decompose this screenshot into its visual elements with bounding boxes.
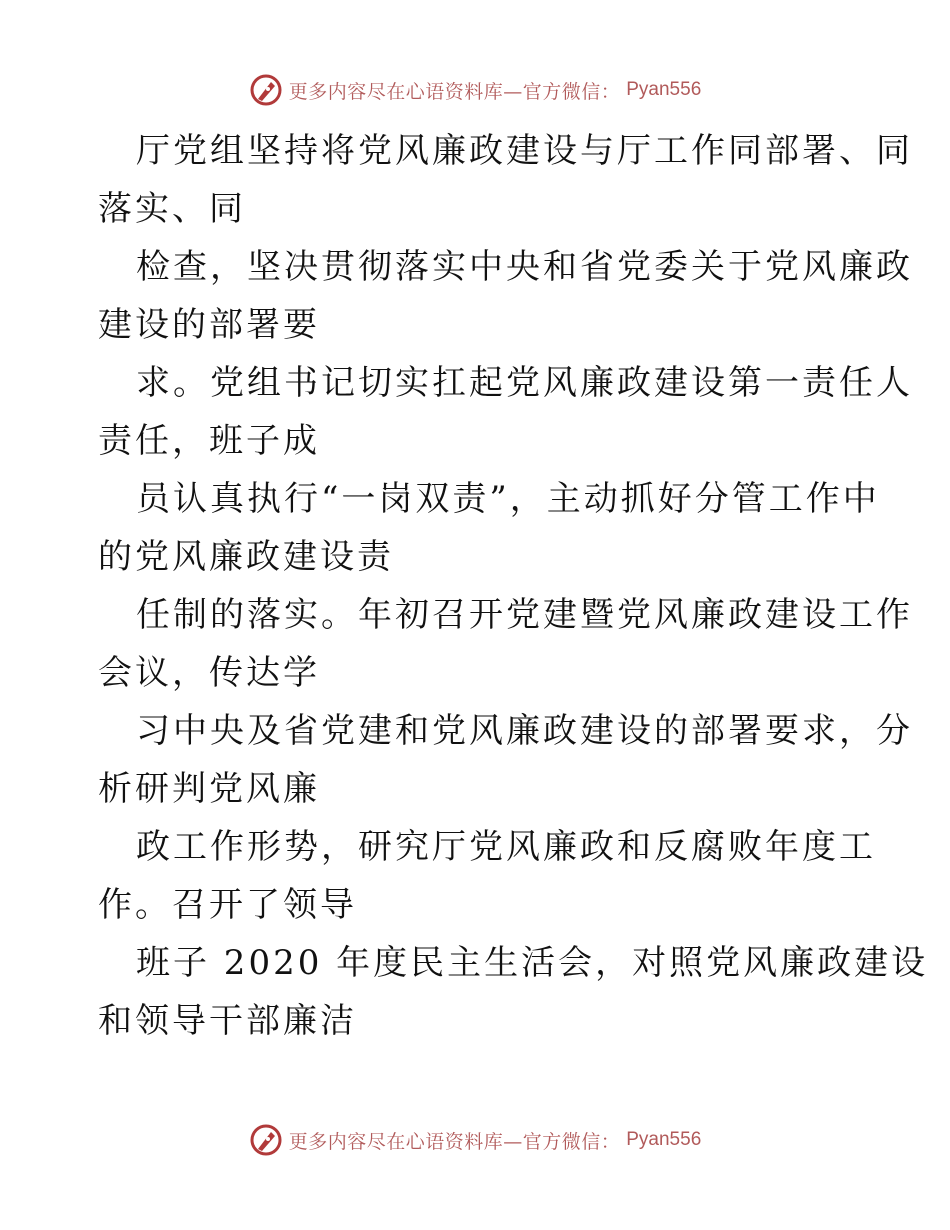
header-watermark <box>0 70 950 110</box>
paragraph-line: 政工作形势，研究厅党风廉政和反腐败年度工 <box>136 827 876 867</box>
paragraph-line: 作。召开了领导 <box>98 885 357 925</box>
paragraph <box>98 122 913 238</box>
paragraph <box>98 470 880 586</box>
paragraph-line: 任制的落实。年初召开党建暨党风廉政建设工作 <box>136 595 913 635</box>
pen-nib-logo-icon <box>249 73 283 107</box>
paragraph-line: 习中央及省党建和党风廉政建设的部署要求，分 <box>136 711 913 751</box>
paragraph-line: 责任，班子成 <box>98 421 320 461</box>
paragraph-line: 的党风廉政建设责 <box>98 537 394 577</box>
watermark-wechat-id: Pyan556 <box>626 1129 702 1150</box>
paragraph-line: 检查，坚决贯彻落实中央和省党委关于党风廉政 <box>136 247 913 287</box>
paragraph <box>98 586 913 702</box>
paragraph <box>98 702 913 818</box>
paragraph <box>98 934 929 1050</box>
paragraph <box>98 818 876 934</box>
paragraph-line: 会议，传达学 <box>98 653 320 693</box>
document-body <box>98 122 929 1050</box>
paragraph-line: 析研判党风廉 <box>98 769 320 809</box>
watermark-text: 更多内容尽在心语资料库—官方微信： <box>288 80 621 103</box>
paragraph-line: 班子 2020 年度民主生活会，对照党风廉政建设 <box>136 943 929 983</box>
paragraph-line: 求。党组书记切实扛起党风廉政建设第一责任人 <box>136 363 913 403</box>
paragraph <box>98 238 913 354</box>
pen-nib-logo-icon <box>249 1123 283 1157</box>
watermark-wechat-id: Pyan556 <box>626 79 702 100</box>
paragraph-line: 落实、同 <box>98 189 246 229</box>
paragraph <box>98 354 913 470</box>
paragraph-line: 和领导干部廉洁 <box>98 1001 357 1041</box>
paragraph-line: 建设的部署要 <box>98 305 320 345</box>
paragraph-line: 员认真执行“一岗双责”，主动抓好分管工作中 <box>136 479 880 519</box>
paragraph-line: 厅党组坚持将党风廉政建设与厅工作同部署、同 <box>136 131 913 171</box>
watermark-text: 更多内容尽在心语资料库—官方微信： <box>288 1130 621 1153</box>
footer-watermark <box>0 1120 950 1160</box>
